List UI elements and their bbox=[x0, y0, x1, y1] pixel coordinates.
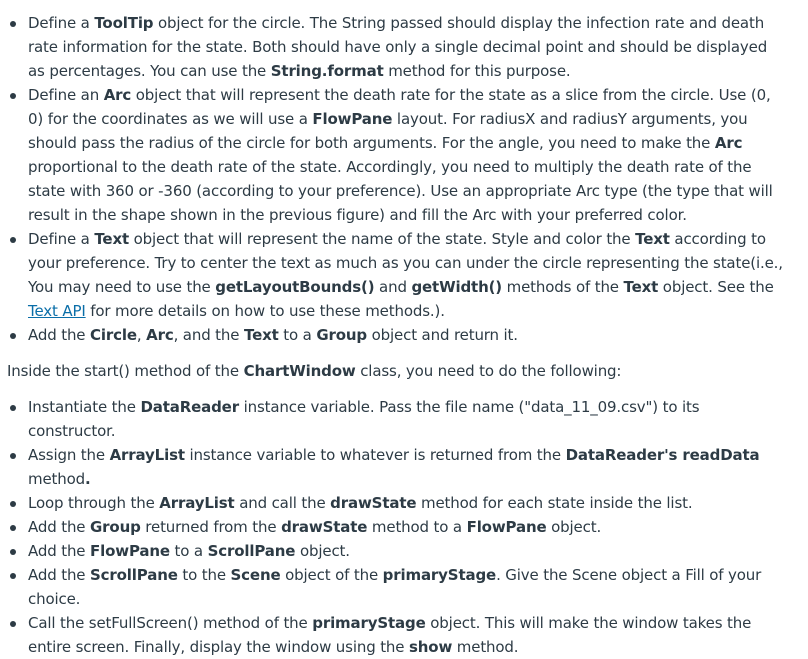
text-segment: according to your preference. Try to center the text as much as you can under the circle representing the state(i.e., You may need to use the bbox=[28, 230, 783, 296]
text-segment: object. This will make the window takes the entire screen. Finally, display the window using the bbox=[28, 614, 752, 656]
list-item-partial bbox=[0, 0, 808, 11]
bold-term: primaryStage bbox=[382, 566, 497, 584]
bold-term: ArrayList bbox=[109, 446, 185, 464]
drawstate-steps-list bbox=[0, 0, 808, 11]
text-segment: Define a bbox=[28, 230, 95, 248]
bold-term: Circle bbox=[90, 326, 137, 344]
text-segment: object that will represent the name of the state. Style and color the bbox=[129, 230, 636, 248]
bold-term: drawState bbox=[281, 518, 368, 536]
text-segment: object. bbox=[546, 518, 602, 536]
bold-term: DataReader's readData bbox=[565, 446, 760, 464]
start-method-steps-list bbox=[0, 395, 808, 659]
bold-term: . bbox=[85, 470, 91, 488]
bold-term: ArrayList bbox=[159, 494, 235, 512]
bold-term: FlowPane bbox=[312, 110, 393, 128]
text-segment: object for the circle. The String passed should display the infection rate and death rate information for the state. Both should have only a single decimal point and should be displayed as percentages. You can use the bbox=[28, 14, 768, 80]
list-item bbox=[0, 323, 808, 347]
text-segment: method. bbox=[452, 638, 519, 656]
text-segment: Add the bbox=[28, 326, 90, 344]
text-segment: class, you need to do the following: bbox=[355, 362, 622, 380]
bold-term: Text bbox=[243, 326, 279, 344]
list-item bbox=[0, 227, 808, 323]
text-api-link[interactable]: Text API bbox=[28, 302, 86, 320]
text-segment: layout. For radiusX and radiusY arguments, you should pass the radius of the circle for both arguments. For the angle, you need to make the bbox=[28, 110, 748, 152]
text-segment: instance variable to whatever is returned from the bbox=[184, 446, 566, 464]
list-item bbox=[0, 83, 808, 227]
bold-term: ToolTip bbox=[94, 14, 154, 32]
text-segment: to the bbox=[177, 566, 231, 584]
text-segment: method bbox=[28, 470, 86, 488]
text-segment: method to a bbox=[367, 518, 467, 536]
text-segment: . Give the Scene object a Fill of your choice. bbox=[28, 566, 762, 608]
text-segment: and call the bbox=[234, 494, 331, 512]
bold-term: Text bbox=[94, 230, 130, 248]
bold-term: Arc bbox=[714, 134, 743, 152]
list-item bbox=[0, 539, 808, 563]
text-segment: proportional to the death rate of the state. Accordingly, you need to multiply the death rate of the state with 360 or -360 (according to your preference). Use an appropriate Arc type (the type that will result in the shape shown in the previous figure) and fill the Arc with your preferred color. bbox=[28, 158, 773, 224]
bold-term: Arc bbox=[146, 326, 174, 344]
bold-term: Group bbox=[316, 326, 367, 344]
text-segment: object. bbox=[295, 542, 350, 560]
text-segment: Inside the start() method of the bbox=[7, 362, 244, 380]
text-segment: Add the bbox=[28, 518, 90, 536]
bold-term: Text bbox=[623, 278, 659, 296]
method-steps-list bbox=[0, 11, 808, 347]
list-item bbox=[0, 563, 808, 611]
bold-term: DataReader bbox=[140, 398, 239, 416]
bold-term: getLayoutBounds() bbox=[215, 278, 375, 296]
text-segment: Add the bbox=[28, 566, 90, 584]
list-item bbox=[0, 443, 808, 491]
text-segment: , bbox=[136, 326, 147, 344]
text-segment: for more details on how to use these methods.). bbox=[85, 302, 445, 320]
text-segment: Add the bbox=[28, 542, 90, 560]
bold-term: getWidth() bbox=[411, 278, 503, 296]
list-item bbox=[0, 395, 808, 443]
list-item bbox=[0, 11, 808, 83]
text-segment: methods of the bbox=[502, 278, 624, 296]
list-item bbox=[0, 515, 808, 539]
bold-term: ScrollPane bbox=[207, 542, 296, 560]
text-segment: Assign the bbox=[28, 446, 110, 464]
bold-term: Scene bbox=[230, 566, 281, 584]
list-item bbox=[0, 491, 808, 515]
bold-term: ScrollPane bbox=[90, 566, 178, 584]
text-segment: Call the setFullScreen() method of the bbox=[28, 614, 313, 632]
bold-term: drawState bbox=[330, 494, 417, 512]
text-segment: Loop through the bbox=[28, 494, 160, 512]
list-item bbox=[0, 611, 808, 659]
text-segment: method for this purpose. bbox=[383, 62, 571, 80]
text-segment: Instantiate the bbox=[28, 398, 141, 416]
bold-term: String.format bbox=[270, 62, 384, 80]
text-segment: object that will represent the death rate for the state as a slice from the circle. Use (0, 0) for the coordinates as we will use a bbox=[28, 86, 771, 128]
text-segment: Define a bbox=[28, 14, 95, 32]
bold-term: primaryStage bbox=[312, 614, 426, 632]
text-segment: object. See the bbox=[658, 278, 774, 296]
bold-term: Text bbox=[635, 230, 670, 248]
text-segment: to a bbox=[278, 326, 317, 344]
bold-term: ChartWindow bbox=[243, 362, 356, 380]
text-segment: method for each state inside the list. bbox=[416, 494, 693, 512]
text-segment: Define an bbox=[28, 86, 104, 104]
text-segment: , and the bbox=[173, 326, 244, 344]
bold-term: FlowPane bbox=[90, 542, 170, 560]
bold-term: FlowPane bbox=[466, 518, 547, 536]
text-segment: object of the bbox=[280, 566, 383, 584]
text-segment: returned from the bbox=[140, 518, 282, 536]
text-segment: object and return it. bbox=[367, 326, 518, 344]
bold-term: show bbox=[408, 638, 453, 656]
text-segment: and bbox=[374, 278, 412, 296]
text-segment: to a bbox=[169, 542, 208, 560]
text-segment: instance variable. Pass the file name ("data_11_09.csv") to its constructor. bbox=[28, 398, 700, 440]
instructions-paragraph bbox=[0, 359, 808, 383]
bold-term: Group bbox=[90, 518, 141, 536]
bold-term: Arc bbox=[103, 86, 132, 104]
